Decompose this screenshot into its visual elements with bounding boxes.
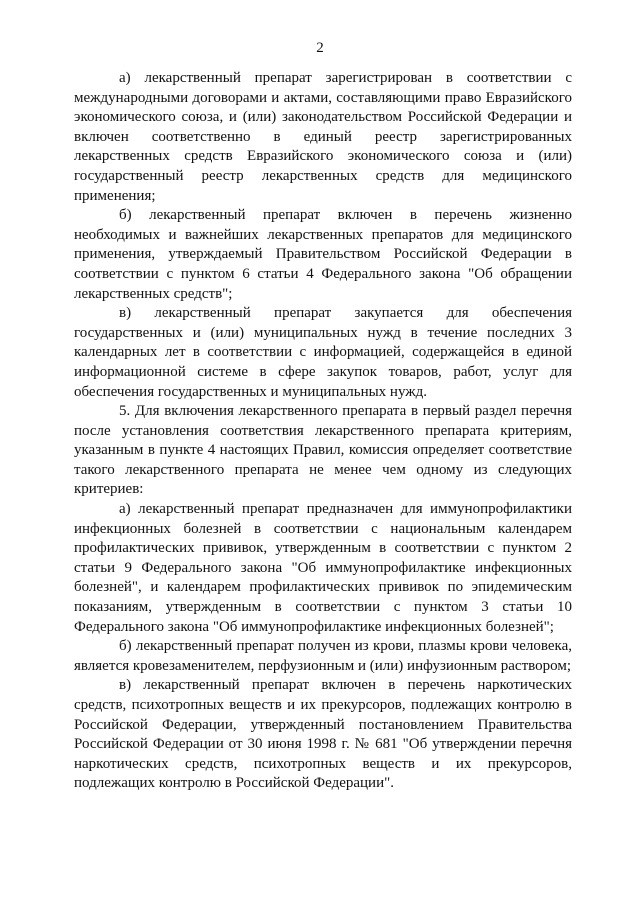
document-body [74, 69, 572, 794]
paragraph-4c: в) лекарственный препарат закупается для обеспечения государственных и (или) муниципальных нужд в течение последних 3 календарных лет в соответствии с информацией, содержащейся в единой информационной системе в сфере закупок товаров, работ, услуг для обеспечения государственных и муниципальных нужд. [74, 305, 572, 400]
paragraph-5a: а) лекарственный препарат предназначен для иммунопрофилактики инфекционных болезней в соответствии с национальным календарем профилактических прививок, утвержденным в соответствии с пунктом 2 статьи 9 Федерального закона "Об иммунопрофилактике инфекционных болезней", и календарем профилактических прививок по эпидемическим показаниям, утвержденным в соответствии с пунктом 3 статьи 10 Федерального закона "Об иммунопрофилактике инфекционных болезней"; [74, 501, 572, 635]
paragraph-4a: а) лекарственный препарат зарегистрирован в соответствии с международными договорами и актами, составляющими право Евразийского экономического союза, и (или) законодательством Российской Федерации и включен соответственно в единый реестр зарегистрированных лекарственных средств Евразийского экономического союза и (или) государственный реестр лекарственных средств для медицинского применения; [74, 70, 572, 204]
paragraph-5c: в) лекарственный препарат включен в перечень наркотических средств, психотропных веществ и их прекурсоров, подлежащих контролю в Российской Федерации, утвержденный постановлением Правительства Российской Федерации от 30 июня 1998 г. № 681 "Об утверждении перечня наркотических средств, психотропных веществ и их прекурсоров, подлежащих контролю в Российской Федерации". [74, 677, 572, 792]
page-number: 2 [316, 40, 324, 56]
paragraph-4b: б) лекарственный препарат включен в перечень жизненно необходимых и важнейших лекарственных препаратов для медицинского применения, утверждаемый Правительством Российской Федерации в соответствии с пунктом 6 статьи 4 Федерального закона "Об обращении лекарственных средств"; [74, 207, 572, 302]
paragraph-5: 5. Для включения лекарственного препарата в первый раздел перечня после установления соответствия лекарственного препарата критериям, указанным в пункте 4 настоящих Правил, комиссия определяет соответствие такого лекарственного препарата не менее чем одному из следующих критериев: [74, 403, 572, 498]
paragraph-5b: б) лекарственный препарат получен из крови, плазмы крови человека, является кровезаменителем, перфузионным и (или) инфузионным раствором; [74, 638, 572, 674]
